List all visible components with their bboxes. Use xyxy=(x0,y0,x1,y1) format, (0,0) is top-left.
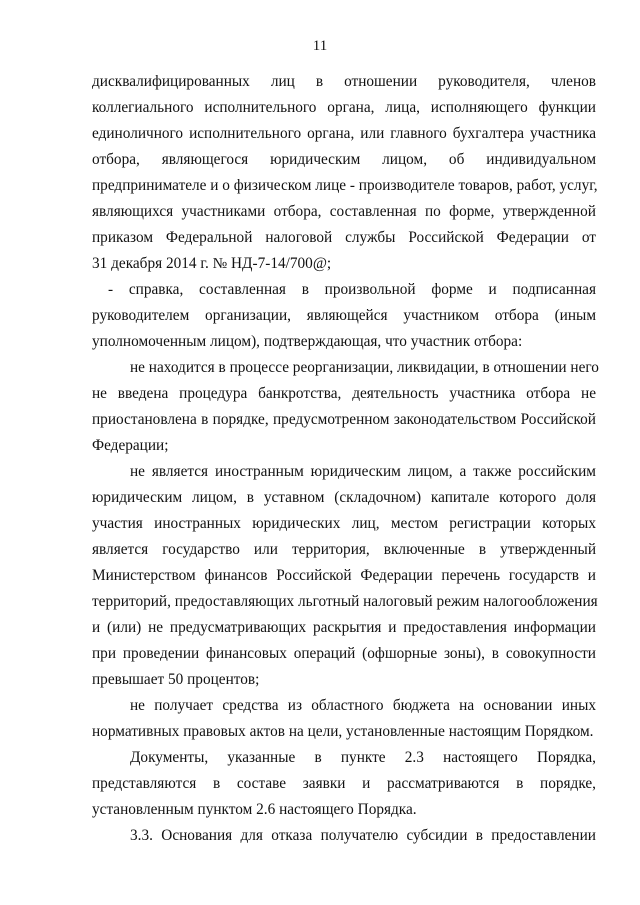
text-line: при проведении финансовых операций (офшорные зоны), в совокупности xyxy=(92,645,596,662)
text-line: не является иностранным юридическим лицом, а также российским xyxy=(130,463,596,480)
text-line: - справка, составленная в произвольной форме и подписанная xyxy=(108,281,596,298)
text-line: участия иностранных юридических лиц, местом регистрации которых xyxy=(92,515,596,532)
text-line: приказом Федеральной налоговой службы Российской Федерации от xyxy=(92,229,596,246)
text-line: Федерации; xyxy=(92,437,169,454)
text-line: 31 декабря 2014 г. № НД-7-14/700@; xyxy=(92,255,332,272)
text-line: и (или) не предусматривающих раскрытия и предоставления информации xyxy=(92,619,596,636)
text-line: приостановлена в порядке, предусмотренном законодательством Российской xyxy=(92,411,596,428)
text-line: Документы, указанные в пункте 2.3 настоящего Порядка, xyxy=(130,749,596,766)
text-line: не находится в процессе реорганизации, ликвидации, в отношении него xyxy=(130,359,599,376)
text-line: отбора, являющегося юридическим лицом, об индивидуальном xyxy=(92,151,596,168)
text-line: не введена процедура банкротства, деятельность участника отбора не xyxy=(92,385,596,402)
text-line: предпринимателе и о физическом лице - производителе товаров, работ, услуг, xyxy=(92,177,598,194)
text-line: превышает 50 процентов; xyxy=(92,671,260,688)
text-line: представляются в составе заявки и рассматриваются в порядке, xyxy=(92,775,596,792)
text-line: является государство или территория, включенные в утвержденный xyxy=(92,541,596,558)
text-line: руководителем организации, являющейся участником отбора (иным xyxy=(92,307,596,324)
text-line: установленным пунктом 2.6 настоящего Порядка. xyxy=(92,801,417,818)
text-line: юридическим лицом, в уставном (складочном) капитале которого доля xyxy=(92,489,596,506)
text-line: не получает средства из областного бюджета на основании иных xyxy=(130,697,596,714)
text-line: дисквалифицированных лиц в отношении руководителя, членов xyxy=(92,73,596,90)
text-line: территорий, предоставляющих льготный налоговый режим налогообложения xyxy=(92,593,598,610)
text-line: являющихся участниками отбора, составленная по форме, утвержденной xyxy=(92,203,596,220)
text-line: единоличного исполнительного органа, или главного бухгалтера участника xyxy=(92,125,596,142)
text-line: Министерством финансов Российской Федерации перечень государств и xyxy=(92,567,596,584)
text-line: уполномоченным лицом), подтверждающая, что участник отбора: xyxy=(92,333,523,350)
page-number: 11 xyxy=(312,38,328,54)
text-line: нормативных правовых актов на цели, установленные настоящим Порядком. xyxy=(92,723,594,740)
text-line: коллегиального исполнительного органа, лица, исполняющего функции xyxy=(92,99,596,116)
text-line: 3.3. Основания для отказа получателю субсидии в предоставлении xyxy=(130,827,596,844)
